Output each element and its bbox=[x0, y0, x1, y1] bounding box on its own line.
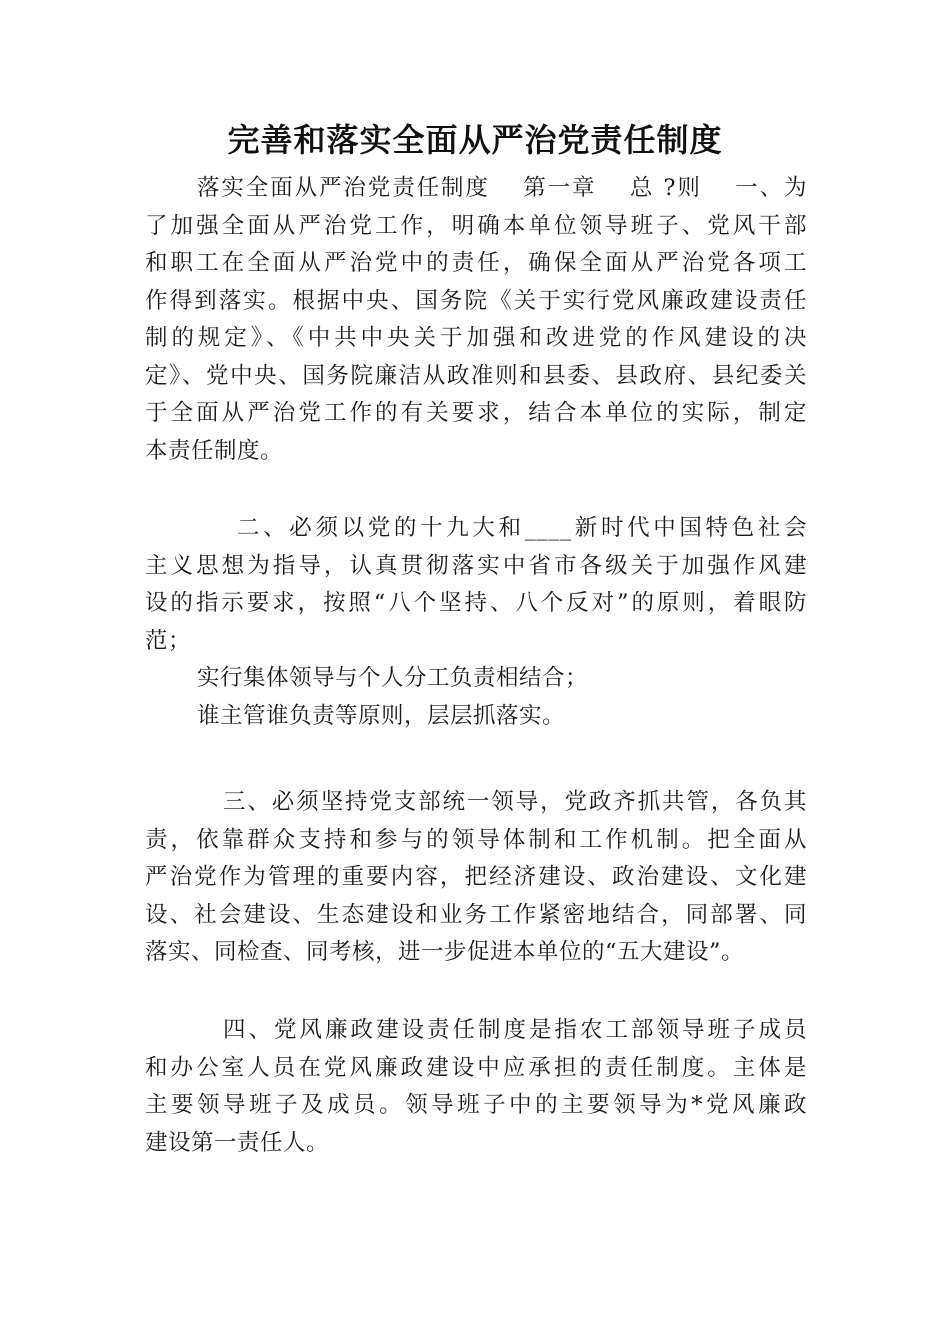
paragraph-line: 四、党风廉政建设责任制度是指农工部领导班子成员 bbox=[223, 1017, 807, 1043]
paragraph-line: 本责任制度。 bbox=[145, 437, 284, 464]
document-title: 完善和落实全面从严治党责任制度 bbox=[227, 121, 723, 159]
paragraph-1 bbox=[145, 170, 807, 470]
paragraph-line: 严治党作为管理的重要内容，把经济建设、政治建设、文化建 bbox=[145, 864, 807, 890]
paragraph-line: 谁主管谁负责等原则，层层抓落实。 bbox=[197, 702, 566, 729]
paragraph-line: 主义思想为指导，认真贯彻落实中省市各级关于加强作风建 bbox=[145, 552, 807, 579]
paragraph-4 bbox=[145, 1012, 807, 1162]
paragraph-line: 和办公室人员在党风廉政建设中应承担的责任制度。主体是 bbox=[145, 1054, 807, 1081]
paragraph-line: 制的规定》、《中共中央关于加强和改进党的作风建设的决 bbox=[145, 325, 807, 351]
paragraph-line: 落实全面从严治党责任制度 第一章 总 ?则 一、为 bbox=[197, 175, 807, 201]
paragraph-line: 实行集体领导与个人分工负责相结合； bbox=[197, 665, 589, 691]
paragraph-3 bbox=[145, 784, 807, 972]
paragraph-2 bbox=[145, 510, 807, 735]
paragraph-line: 和职工在全面从严治党中的责任，确保全面从严治党各项工 bbox=[145, 250, 807, 276]
paragraph-line: 于全面从严治党工作的有关要求，结合本单位的实际，制定 bbox=[145, 400, 807, 426]
paragraph-line: 定》、党中央、国务院廉洁从政准则和县委、县政府、县纪委关 bbox=[145, 362, 807, 389]
paragraph-line: 二、必须以党的十九大和____新时代中国特色社会 bbox=[237, 515, 807, 541]
paragraph-line: 建设第一责任人。 bbox=[145, 1129, 330, 1156]
paragraph-line: 了加强全面从严治党工作，明确本单位领导班子、党风干部 bbox=[145, 212, 807, 239]
paragraph-line: 设、社会建设、生态建设和业务工作紧密地结合，同部署、同 bbox=[145, 901, 807, 928]
paragraph-line: 三、必须坚持党支部统一领导，党政齐抓共管，各负其 bbox=[223, 789, 807, 815]
paragraph-line: 设的指示要求，按照“八个坚持、八个反对”的原则，着眼防 bbox=[145, 590, 807, 616]
paragraph-line: 责，依靠群众支持和参与的领导体制和工作机制。把全面从 bbox=[145, 826, 807, 853]
paragraph-line: 落实、同检查、同考核，进一步促进本单位的“五大建设”。 bbox=[145, 939, 745, 965]
paragraph-line: 作得到落实。根据中央、国务院《关于实行党风廉政建设责任 bbox=[145, 287, 807, 314]
paragraph-line: 主要领导班子及成员。领导班子中的主要领导为*党风廉政 bbox=[145, 1092, 807, 1118]
paragraph-line: 范； bbox=[145, 627, 192, 654]
